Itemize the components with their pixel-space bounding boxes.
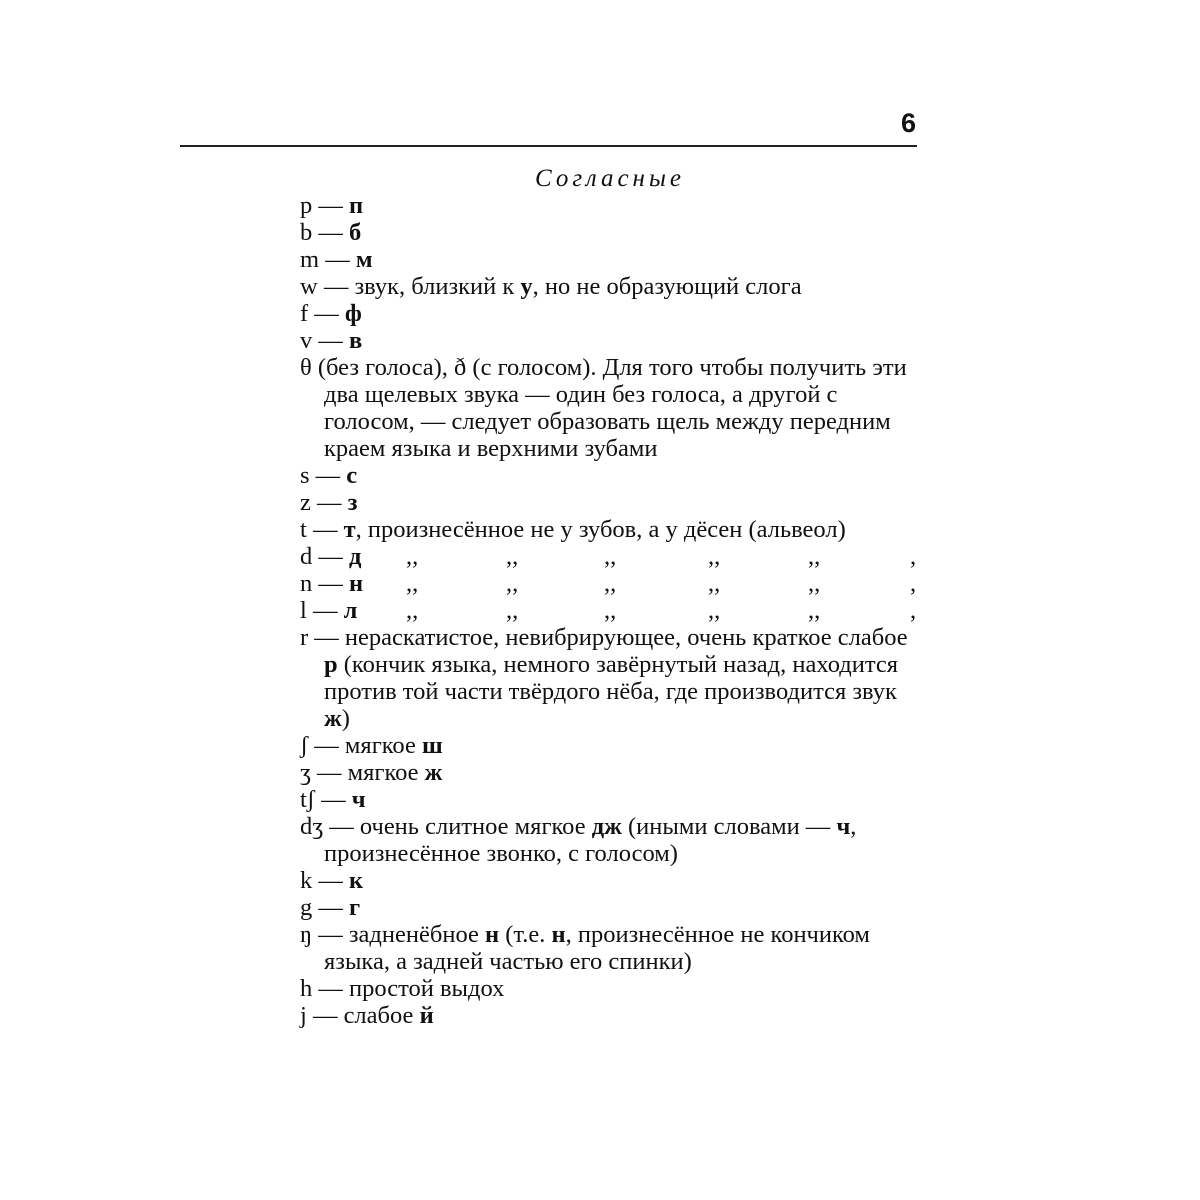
russian-letter: с [346,462,358,489]
phonetic-symbol: ŋ [300,921,313,948]
section-heading: Согласные [534,165,685,192]
ditto-mark: ,, [708,543,721,570]
consonant-entry [300,867,922,894]
consonant-entry [300,624,922,732]
phonetic-symbol: z [300,489,311,516]
dash-separator: — [306,597,344,624]
description-text: (без голоса), ð (с голосом). Для того чтобы получить эти два щелевых звука — один без голоса, а другой с голосом, — следует образовать щель между передним краем языка и верхними зубами [317,354,907,462]
consonant-entry [300,219,922,246]
consonant-entry [300,1002,922,1029]
dash-separator: — [312,543,349,570]
russian-letter: ф [344,300,362,327]
russian-letter: д [349,543,362,570]
consonant-entry [300,327,922,354]
consonant-entry [300,246,922,273]
phonetic-symbol: p [300,192,313,219]
ditto-mark: ,, [506,570,519,597]
russian-letter: ж [324,705,342,732]
phonetic-symbol: tʃ [300,786,315,813]
phonetic-symbol: d [300,543,313,570]
dash-separator: — [312,570,349,597]
phonetic-symbol: w [300,273,318,300]
russian-letter: г [349,894,361,921]
russian-letter: б [349,219,362,246]
consonant-entry [300,759,922,786]
ditto-mark: ,, [604,570,617,597]
dash-separator: — [312,894,349,921]
ditto-mark: ,, [604,543,617,570]
dash-separator: — [312,219,349,246]
russian-letter: н [485,921,500,948]
phonetic-symbol: k [300,867,313,894]
description-text: задненёбное [348,921,485,948]
dash-separator: — [314,786,352,813]
ditto-mark: ,, [808,570,821,597]
page-number: 6 [900,108,916,138]
description-text: слабое [343,1002,420,1029]
phonetic-symbol: s [300,462,310,489]
dash-separator: — [308,732,345,759]
russian-letter: й [419,1002,434,1029]
description-text: , произнесённое не кончиком языка, а задней частью его спинки) [324,921,870,975]
russian-letter: ч [351,786,366,813]
ditto-mark: , [910,543,917,570]
phonetic-symbol: dʒ [300,813,324,840]
ditto-mark: ,, [604,597,617,624]
phonetic-symbol: b [300,219,313,246]
consonant-entry [300,192,922,219]
russian-letter: л [343,597,358,624]
phonetic-symbol: m [300,246,320,273]
ditto-mark: ,, [406,543,419,570]
description-text: (т.е. [499,921,552,948]
consonant-entry [300,732,922,759]
phonetic-symbol: ʃ [300,732,309,759]
description-text: простой выдох [349,975,505,1002]
ditto-mark: ,, [406,597,419,624]
consonant-entry [300,570,922,597]
russian-letter: в [349,327,363,354]
dash-separator: — [312,975,349,1002]
description-text: , произнесённое звонко, с голосом) [324,813,857,867]
phonetic-symbol: j [300,1002,307,1029]
phonetic-symbol: l [300,597,307,624]
description-text: (иными словами — [621,813,837,840]
description-text: , произнесённое не у зубов, а у дёсен (альвеол) [355,516,846,543]
ditto-mark: ,, [808,543,821,570]
dash-separator: — [312,867,349,894]
russian-letter: дж [591,813,622,840]
consonant-entry [300,813,922,867]
dash-separator: — [323,813,360,840]
phonetic-symbol: h [300,975,313,1002]
description-text: звук, близкий к [354,273,521,300]
consonant-entry [300,975,922,1002]
ditto-mark: , [910,570,917,597]
description-text: (кончик языка, немного завёрнутый назад, находится против той части твёрдого нёба, где производится звук [324,651,898,705]
description-text: , но не образующий слога [532,273,802,300]
russian-letter: к [349,867,364,894]
dash-separator: — [319,246,356,273]
dash-separator: — [308,624,345,651]
dash-separator: — [310,489,348,516]
ditto-mark: ,, [708,570,721,597]
russian-letter: м [355,246,373,273]
consonant-entry [300,894,922,921]
consonant-entry [300,597,922,624]
description-text: ) [341,705,350,732]
dash-separator: — [317,273,355,300]
russian-letter: п [349,192,364,219]
ditto-mark: ,, [808,597,821,624]
description-text: мягкое [347,759,425,786]
russian-letter: у [520,273,533,300]
russian-letter: ш [421,732,443,759]
russian-letter: р [324,651,338,678]
consonant-entry [300,489,922,516]
dash-separator: — [308,300,345,327]
dash-separator: — [312,192,349,219]
header-rule [180,145,917,147]
russian-letter: ч [836,813,851,840]
russian-letter: з [347,489,358,516]
phonetic-symbol: n [300,570,313,597]
phonetic-symbol: g [300,894,313,921]
dash-separator: — [306,516,344,543]
ditto-mark: ,, [708,597,721,624]
consonant-entry [300,786,922,813]
phonetic-symbol: θ [300,354,312,381]
consonant-list [300,192,922,1029]
ditto-mark: ,, [406,570,419,597]
ditto-mark: , [910,597,917,624]
consonant-entry [300,300,922,327]
phonetic-symbol: r [300,624,309,651]
consonant-entry [300,921,922,975]
consonant-entry [300,354,922,462]
phonetic-symbol: ʒ [300,759,311,786]
dash-separator: — [310,759,348,786]
dash-separator: — [306,1002,344,1029]
dash-separator: — [312,921,349,948]
phonetic-symbol: f [300,300,309,327]
consonant-entry [300,516,922,543]
consonant-entry [300,273,922,300]
russian-letter: н [551,921,566,948]
dash-separator: — [312,327,349,354]
russian-letter: н [349,570,364,597]
russian-letter: т [343,516,356,543]
ditto-mark: ,, [506,597,519,624]
consonant-entry [300,543,922,570]
phonetic-symbol: v [300,327,313,354]
russian-letter: ж [424,759,443,786]
ditto-mark: ,, [506,543,519,570]
phonetic-symbol: t [300,516,307,543]
description-text: очень слитное мягкое [359,813,592,840]
dash-separator: — [309,462,347,489]
description-text: нераскатистое, невибрирующее, очень краткое слабое [344,624,908,651]
consonant-entry [300,462,922,489]
description-text: мягкое [344,732,422,759]
